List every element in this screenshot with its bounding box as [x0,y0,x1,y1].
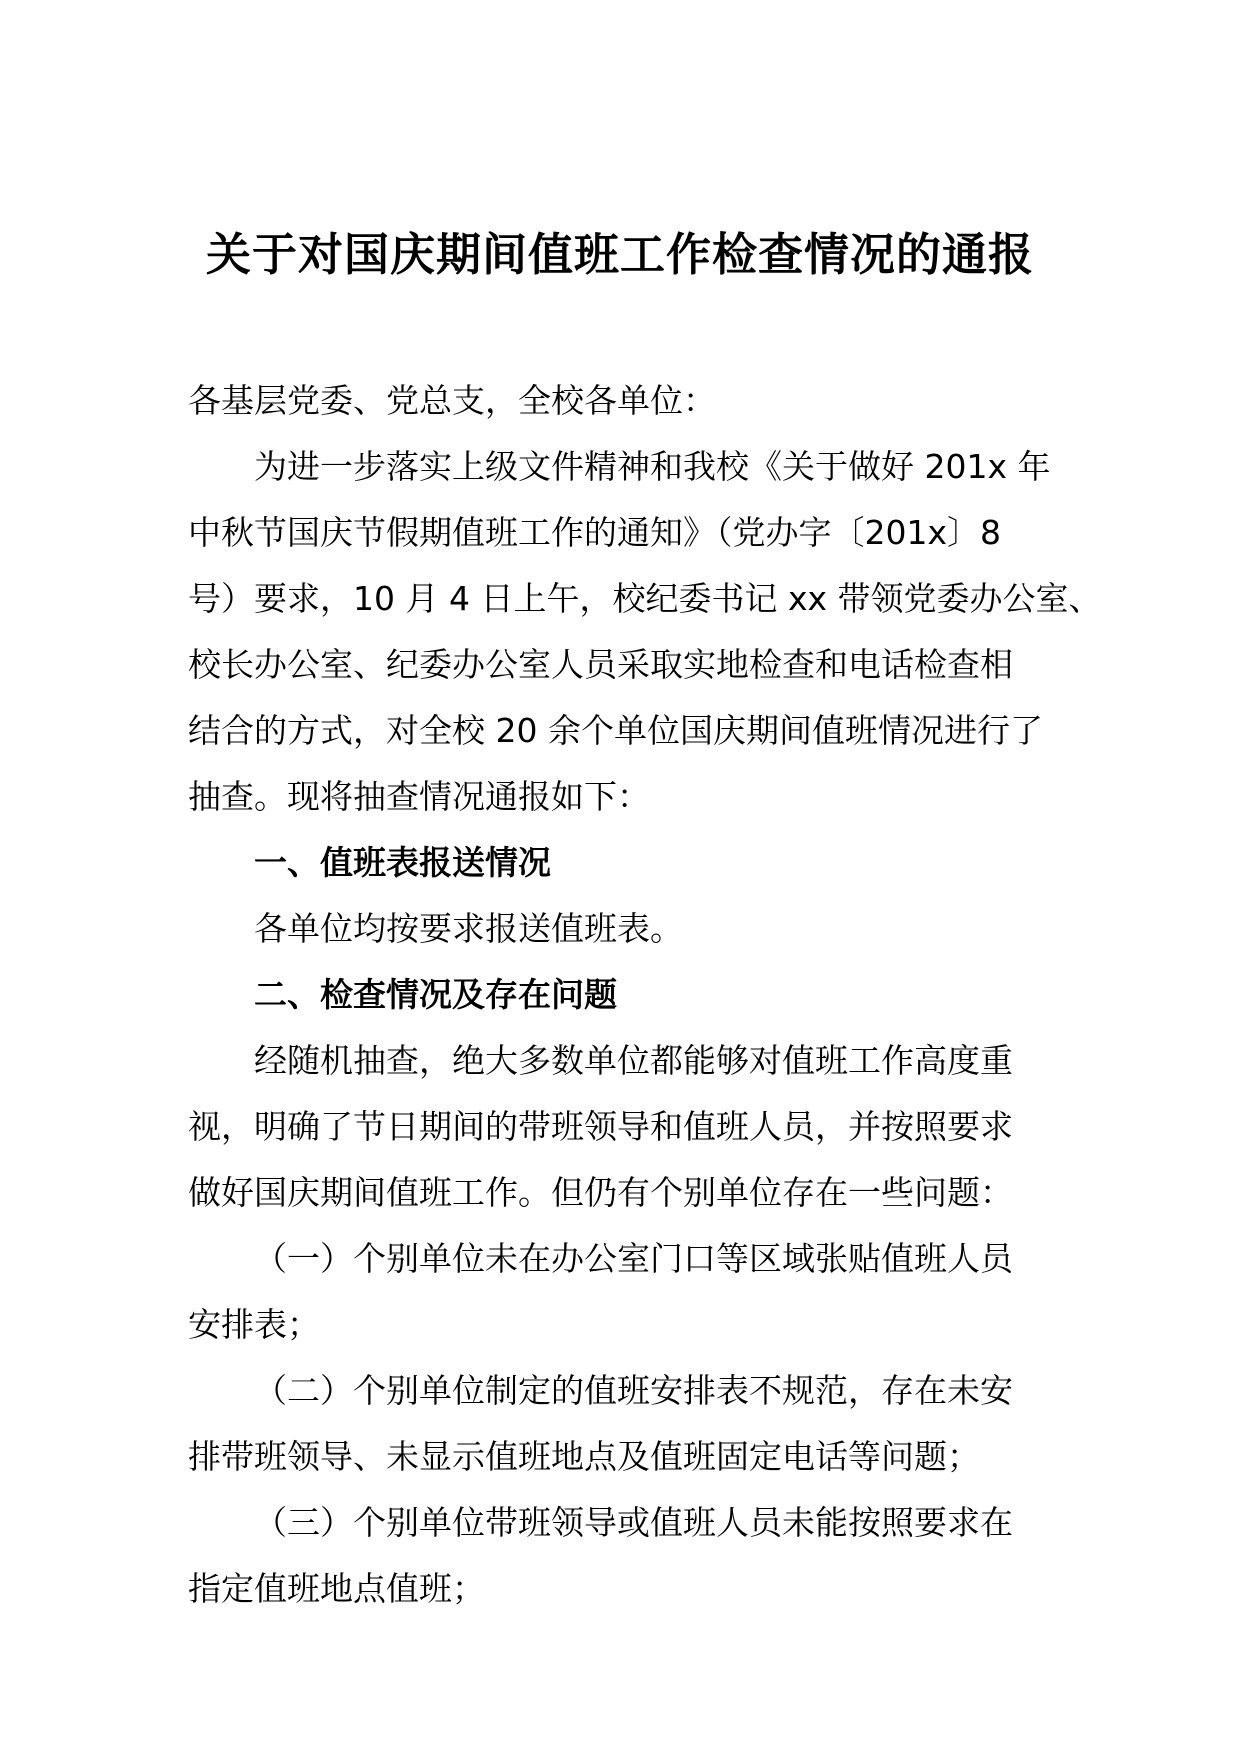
paragraph-line: 号）要求，10 月 4 日上午，校纪委书记 xx 带领党委办公室、 [188,579,1102,618]
paragraph-line: 校长办公室、纪委办公室人员采取实地检查和电话检查相 [188,645,1013,684]
list-item-2: （二）个别单位制定的值班安排表不规范，存在未安 [254,1371,1013,1410]
paragraph-line: 经随机抽查，绝大多数单位都能够对值班工作高度重 [254,1041,1013,1080]
section-heading-2: 二、检查情况及存在问题 [254,975,617,1014]
salutation-line: 各基层党委、党总支，全校各单位： [188,381,716,420]
list-item-1: （一）个别单位未在办公室门口等区域张贴值班人员 [254,1239,1013,1278]
list-item-3: （三）个别单位带班领导或值班人员未能按照要求在 [254,1503,1013,1542]
section-heading-1: 一、值班表报送情况 [254,843,551,882]
list-item-3-continued: 指定值班地点值班； [188,1569,485,1608]
paragraph-line: 抽查。现将抽查情况通报如下： [188,777,650,816]
paragraph-line: 中秋节国庆节假期值班工作的通知》（党办字〔201x〕8 [188,513,1002,552]
document-body [188,368,1102,1622]
paragraph-line: 结合的方式，对全校 20 余个单位国庆期间值班情况进行了 [188,711,1043,750]
document-title: 关于对国庆期间值班工作检查情况的通报 [205,228,1034,281]
list-item-1-continued: 安排表； [188,1305,320,1344]
paragraph-line: 做好国庆期间值班工作。但仍有个别单位存在一些问题： [188,1173,1013,1212]
paragraph-line: 各单位均按要求报送值班表。 [254,909,683,948]
list-item-2-continued: 排带班领导、未显示值班地点及值班固定电话等问题； [188,1437,980,1476]
paragraph-line: 视，明确了节日期间的带班领导和值班人员，并按照要求 [188,1107,1013,1146]
paragraph-line: 为进一步落实上级文件精神和我校《关于做好 201x 年 [254,447,1051,486]
